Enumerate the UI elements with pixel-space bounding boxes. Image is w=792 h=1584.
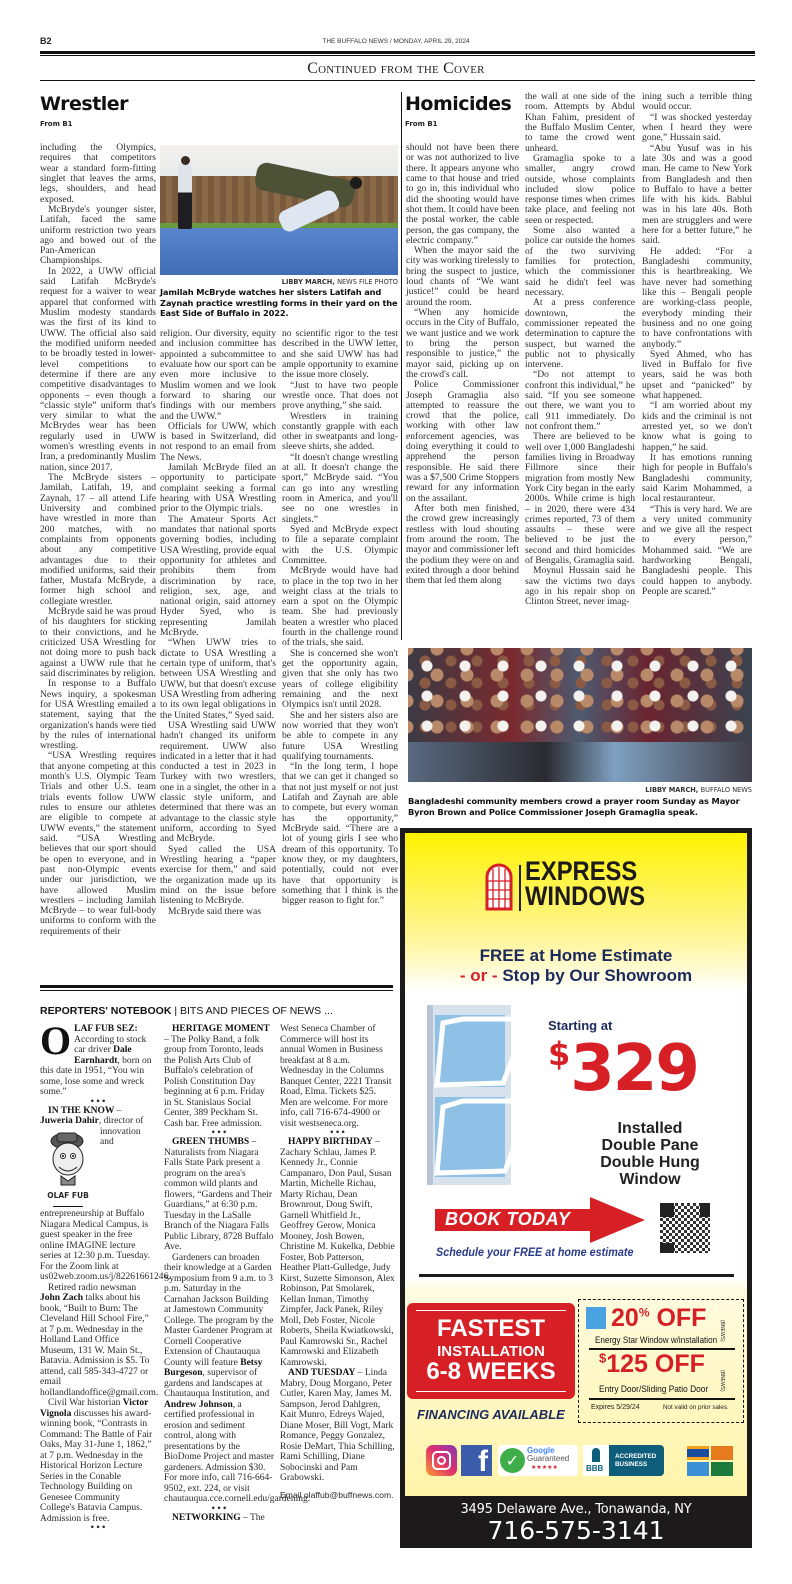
offer-line-2 [405,966,747,986]
coupon-code: (BNEWS) [719,1320,725,1342]
coupon2-amount: 125 OFF [606,1350,705,1378]
checkmark-icon: ✓ [500,1448,525,1473]
credit-name: LIBBY MARCH, [645,786,699,794]
homicides-photo [408,648,752,782]
ad-divider [419,1274,734,1277]
paragraph: Syed called the USA Wrestling hearing a “paper exercise for them,” and said the organization made up its mind on the issue before listening to McBryde. [160,843,276,907]
paragraph: “USA Wrestling requires that anyone competing at this month's U.S. Olympic Team Trials and other U.S. team trials events follow UWW rules to ensure our athletes are eligible to compete at UWW events,” the statement said. “USA Wrestling believes that our sport should be open to everyone, and in past non-Olympic events under our jurisdiction, we have allowed Muslim wrestlers – including Jamilah McBryde – to wear full-body uniforms to conform with the requirements of their [40,750,156,937]
coupon-not-valid: Not valid on prior sales. [663,1404,729,1411]
discover-card-icon [711,1446,733,1460]
paragraph [280,1368,395,1484]
paragraph [40,1282,159,1399]
notebook-column-1 [40,1018,171,1564]
paragraph: She and her sisters also are now worried that they won't be able to compete in any future USA Wrestling qualifying tournaments. [282,709,398,762]
bold-run: HERITAGE MOMENT [172,1024,270,1034]
starting-at: Starting at [548,1018,613,1033]
bold-run: John Zach [40,1293,84,1303]
paragraph [164,1252,311,1505]
homicides-headline: Homicides [405,93,512,115]
text-run: talks about his book, “Built to Burn: The Cleveland Hill School Fire,” at 7 p.m. Wednesday in the Holland Land Office Museum, 131 W. Main St., Batavia. Admission is $5. To attend, call 585-343-4727 or email hollandlandoffice@gmail.com. [40,1293,159,1398]
wrestler-photo [160,145,398,275]
brand-line-1: EXPRESS [525,856,638,886]
store-address: 3495 Delaware Ave., Tonawanda, NY [460,1502,692,1517]
paragraph: including the Olympics, requires that competitors wear a standard form-fitting singlet that leaves the arms, legs, shoulders, and head exposed. [40,142,156,205]
wrestler-jump: From B1 [40,120,73,128]
paragraph: She is concerned she won't get the opportunity again, given that she only has two years of college eligibility remaining and the next Olympics isn't until 2028. [282,647,398,711]
paragraph: “Do not attempt to confront this individual,” he said. “If you see someone out there, we want you to call 911 immediately. Do not confront them.” [525,369,635,432]
facebook-icon[interactable]: f [461,1445,492,1476]
masthead-rule-thick [40,51,755,54]
bold-run: Victor Vignola [40,1398,149,1419]
paragraph: the wall at one side of the room. Attempts by Abdul Khan Fahim, president of the Buffalo Muslim Center, to tame the crowd went unheard. [525,91,635,154]
masthead-rule-thin [40,55,755,56]
paragraph: religion. Our diversity, equity and inclusion committee has appointed a subcommittee to evaluate how our sport can be even more inclusive to Muslim women and we look forward to sharing our findings with our members and the UWW.” [160,328,276,422]
paragraph: Officials for UWW, which is based in Switzerland, did not respond to an email from The News. [160,420,276,463]
paragraph: Syed Ahmed, who has lived in Buffalo for five years, said he was both upset and “panicked” by what happened. [642,348,752,402]
olaf-fub-label: OLAF FUB [47,1191,89,1200]
paragraph: Wrestlers in training constantly grapple with each other in sweatpants and long-sleeve shirts, she added. [282,410,398,453]
text-run: Gardeners can broaden their knowledge at a Garden Symposium from 9 a.m. to 3 p.m. Saturday in the Carnahan Jackson Building at Jamestown Community College. The program by the Master Gardener Program at Cornell Cooperative Extension of Chautauqua County will feature [164,1252,274,1368]
paragraph: “I am worried about my kids and the criminal is not arrested yet, so we don't know what is going to happen,” he said. [642,400,752,453]
paragraph: In response to a Buffalo News inquiry, a spokesman for USA Wrestling emailed a statement, saying that the organization's hands were tied by the rules of international wrestling. [40,678,156,752]
paragraph: Jamilah McBryde filed an opportunity to participate complaint seeking a formal hearing with USA Wrestling prior to the Olympic trials. [160,462,276,515]
paragraph: It has emotions running high for people in Buffalo's Bangladeshi community, said Karim Mohammed, a local restauranteur. [642,451,752,505]
text-run: Civil War historian [48,1398,123,1408]
paragraph: Email olaffub@buffnews.com. [280,1489,394,1500]
amex-card-icon [687,1462,709,1476]
bold-run: NETWORKING [172,1512,241,1523]
express-windows-ad[interactable] [400,828,752,1548]
bold-run: Betsy Burgeson [164,1357,263,1378]
coupon-code: (BNEWS) [719,1370,725,1392]
fastest: FASTEST [436,1315,545,1342]
coupon1-pct: 20 [611,1304,639,1332]
paragraph: Gramaglia spoke to a smaller, angry crowd outside, whose complaints included slow police response times when crimes take place, and feeling not seen or respected. [525,152,635,226]
wrestler-photo-caption: Jamilah McBryde watches her sisters Latifah and Zaynah practice wrestling forms in their yard on the East Side of Buffalo in 2022. [160,287,398,318]
page-number: B2 [40,36,52,46]
mastercard-icon [711,1462,733,1476]
paragraph: Police Commissioner Joseph Gramaglia also attempted to reassure the crowd that the police, working with other law enforcement agencies, was doing everything it could to apprehend the person responsible. He said there was a $7,500 Crime Stoppers reward for any information on the assailant. [406,379,519,504]
coupon1-sup: % [638,1305,650,1320]
text-run: Retired radio newsman [48,1282,137,1293]
product-line: Double Pane [601,1137,699,1154]
text-run: – Linda Mabry, Doug Morgano, Peter Cutler, Karen May, James M. Sampson, Jerod Dahlgren, Kait Munro, Edreys Wajed, Diane Moser, Bill Vogt, Mark Romance, Peggy Gonzalez, Rosie DeMart, Thia Schilling, Rami Schilling, Diane Sobocinski and Pam Grabowski. [280,1368,395,1483]
double-hung-window-icon [423,1005,543,1185]
notebook-rule-thin [40,990,393,991]
bold-run: LAF FUB SEZ: [74,1024,138,1034]
bold-run: GREEN THUMBS [172,1137,250,1147]
text-run: – The [240,1512,265,1523]
text-run: – Naturalists from Niagara Falls State Park present a program on the area's common wild plants and flowers, “Gardens and Their Guardians,” at 6:30 p.m. Tuesday in the LaSalle Branch of the Niagara Falls Public Library, 8728 Buffalo Ave. [164,1137,274,1252]
offer-line-1: FREE at Home Estimate [479,946,673,965]
separator-dots: • • • [211,1128,227,1138]
paragraph [164,1513,274,1524]
offer-or: - or - [459,966,498,985]
installation: INSTALLATION [437,1343,545,1360]
cartoon-underline [53,1206,83,1207]
paragraph: After both men finished, the crowd grew increasingly restless with loud shouting from around the room. The mayor and commissioner left the podium they were on and exited through a door behind them that led them along [406,502,519,587]
coupon1-description: Energy Star Window w/installation [595,1335,718,1346]
brand-line-2: WINDOWS [525,881,646,911]
bold-run: HAPPY BIRTHDAY [288,1137,373,1147]
price [548,1029,698,1109]
product-line: Double Hung [600,1154,700,1171]
paragraph [40,1106,156,1127]
paragraph: innovation and entrepreneurship at Buffalo Niagara Medical Campus, is guest speaker in the free online IMAGINE lecture series at 12:30 p.m. Tuesday. For the Zoom link at us02web.zoom.us/j/82261661246. [40,1126,171,1282]
coupon-box[interactable] [578,1299,744,1423]
text-run: – Zachary Schlau, James P. Kennedy Jr., Connie Campanaro, Don Paul, Susan Martin, Michelle Richau, Marty Richau, Dean Brownrout, Doug Swift, Garnell Whitfield Jr., Geoffrey Gerow, Monica Mooney, Josh Bowen, Christine M. Kukelka, Debbie Foster, Bob Patterson, Heather Platt-Gulledge, Judy Kirst, Suzette Simonson, Alex Robinson, Pat Smolarek, Kellan Inman, Timothy Zimpfer, Jack Panek, Riley Moll, Deb Foster, Nicole Roberts, Sheila Kwiatkowski, Paul Kamrowski Sr., Rachel Kamrowski and Elizabeth Kamrowski. [280,1137,395,1368]
paragraph: The Amateur Sports Act mandates that national sports governing bodies, including USA Wrestling, provide equal opportunity for athletes and prohibits them from discrimination by race, religion, sex, age, and national origin, said attorney Hyder Syed, who is representing Jamilah McBryde. [160,513,276,639]
bbb-business: BUSINESS [615,1461,648,1468]
paragraph: Some also wanted a police car outside the homes of the two surviving families for protection, which the commissioner said he didn't feel was necessary. [525,225,635,298]
bold-run: Juweria Dahir [40,1116,99,1126]
homicides-photo-caption: Bangladeshi community members crowd a prayer room Sunday as Mayor Byron Brown and Police Commissioner Joseph Gramaglia speak. [408,796,740,817]
paragraph: The McBryde sisters – Jamilah, Latifah, 19, and Zaynah, 17 – all attend Life University and combined have wrestled in more than 200 matches, with no complaints from opponents about any competitive advantages due to their modified uniforms, said their father, Mustafa McBryde, a former high school and collegiate wrestler. [40,472,156,607]
paragraph: Moynul Hussain said he saw the victims two days ago in his repair shop on Clinton Street, never imag- [525,565,635,608]
coupon1-off: OFF [656,1304,707,1332]
paragraph: should not have been there or was not authorized to live there. It appears anyone who came to that house and tried to go in, this individual who did the shooting would have shot them. It could have been the postal worker, the cable person, the gas company, the electric company.” [406,142,519,246]
paragraph: “It doesn't change wrestling at all. It doesn't change the sport,” McBryde said. “You can go into any wrestling room in America, and you'll see no one wrestles in singlets.” [282,451,398,525]
column-divider [401,92,402,640]
bold-run: Dale Earnhardt [74,1045,132,1066]
google-stars: ★★★★★ [531,1464,558,1471]
paragraph: “In the long term, I hope that we can get it changed so that not just myself or not just Latifah and Zaynah are able to compete, but every woman has the opportunity,” McBryde said. “There are a lot of young girls I see who dream of this opportunity. To know they, or my daughters, potentially, could not ever have that opportunity is something that I think is the bigger reason to fight for.” [282,761,398,907]
paragraph: When the mayor said the city was working tirelessly to bring the suspect to justice, loud chants of “We want justice!” could be heard around the room. [406,245,519,308]
financing-available: FINANCING AVAILABLE [417,1407,565,1422]
homicides-jump: From B1 [405,120,438,128]
notebook-title: REPORTERS' NOTEBOOK [40,1005,172,1017]
coupon2-discount [599,1350,705,1379]
coupon-expires: Expires 5/29/24 [591,1404,640,1411]
paragraph: He added: “For a Bangladeshi community, this is heartbreaking. We have never had something like this – Bengali people are working-class people, everybody minding their business and no one going to have confrontations with anybody.” [642,245,752,350]
wrestler-column-3 [282,329,398,964]
paragraph: ining such a terrible thing would occur. [642,91,752,113]
qr-code[interactable] [658,1201,712,1255]
window-logo-icon [485,863,513,911]
offer-showroom: Stop by Our Showroom [502,966,693,985]
notebook-rule-thick [40,985,393,988]
homicides-photo-credit [408,786,752,794]
price-amount: 329 [570,1032,698,1106]
paragraph: McBryde said there was [168,905,261,917]
paragraph [164,1024,274,1129]
text-run: , supervisor of gardens and landscapes at Chautauqua Institution, and [164,1368,270,1399]
paragraph: USA Wrestling said UWW hadn't changed its uniform requirement. UWW also indicated in a letter that it had conducted a test in 2023 in Turkey with two wrestlers, one in a singlet, the other in a classic style uniform, and determined that there was an advantage to the classic style uniform, according to Syed and McBryde. [160,719,276,845]
paragraph: “When UWW tries to dictate to USA Wrestling a certain type of uniform, that's between USA Wrestling and UWW, but that doesn't excuse USA Wrestling from adhering to its own legal obligations in the United States,” Syed said. [160,637,276,721]
energy-star-icon [586,1307,606,1329]
notebook-column-3 [280,1024,395,1564]
notebook-header [40,1005,333,1017]
product-line: Window [619,1171,681,1188]
guaranteed-label: Guaranteed [527,1454,570,1463]
google-label: Google [527,1446,555,1455]
wrestler-column-2 [160,329,276,964]
paragraph: West Seneca Chamber of Commerce will host its annual Women in Business breakfast at 8 a.m. Wednesday in the Columns Banquet Center, 2221 Transit Road, Elma. Tickets $25. Men are welcome. For more info, call 716-674-4900 or visit westseneca.org. [280,1024,392,1129]
text-run: , director of [98,1116,144,1126]
credit-org: NEWS FILE PHOTO [337,278,398,286]
text-run: – The Polky Band, a folk group from Toronto, leads the Polish Arts Club of Buffalo's celebration of Polish Constitution Day beginning at 6 p.m. Friday in St. Stanislaus Social Center, 389 Peckham St. Cash bar. Free admission. [164,1034,265,1129]
paragraph: “Abu Yusuf was in his late 30s and was a good man. He came to New York from Bangladesh and then to Buffalo to have a better life with his kids. Bablul was in his late 40s. Both men are strugglers and were here for a better future,” he said. [642,142,752,247]
separator-dots: • • • [90,1096,106,1107]
coupon2-description: Entry Door/Sliding Patio Door [599,1384,709,1395]
bold-run: Andrew Johnson [164,1399,233,1410]
coupon1-discount [611,1304,706,1333]
paragraph: “When any homicide occurs in the City of Buffalo, we want justice and we work to bring the person responsible to justice,” the mayor said, picking up on the crowd's call. [406,307,519,380]
paragraph: Syed and McBryde expect to file a separate complaint with the U.S. Olympic Committee. [282,523,398,566]
text-run: , a certified professional in erosion and sediment control, along with presentations by the BioDome Project and master gardeners. Admission $30. For more info, call 716-664-9502, ext. 224, or visit chautauqua.cce.cornell.edu/gardening. [164,1399,311,1504]
visa-card-icon [687,1446,709,1460]
book-today-button[interactable]: BOOK TODAY [445,1209,571,1229]
homicides-column-2 [525,92,635,640]
paragraph [164,1137,274,1253]
logo-divider [519,865,521,911]
text-run: According to stock car driver [74,1034,147,1055]
folio: THE BUFFALO NEWS / MONDAY, APRIL 29, 2024 [322,38,470,45]
bold-run: AND TUESDAY [288,1368,356,1378]
weeks: 6-8 WEEKS [426,1358,556,1385]
credit-org: BUFFALO NEWS [700,786,752,794]
paragraph: In 2022, a UWW official said Latifah McBryde's request for a waiver to wear apparel that conformed with Muslim modesty standards was the first of its kind to UWW. The official also said the modified uniform needed to be broadly tested in lower-level competitions to determine if there are any competitive disadvantages to opponents – even though a “classic style” uniform that's very similar to what the McBrydes wear has been regularly used in UWW women's wrestling events in Iran, a predominantly Muslim nation, since 2017. [40,265,156,473]
bold-run: IN THE KNOW [48,1105,115,1116]
paragraph: no scientific rigor to the test described in the UWW letter, and she said UWW has had ample opportunity to examine the issue more closely. [282,328,398,381]
paragraph [280,1137,395,1368]
olaf-fub-cartoon [42,1129,94,1208]
paragraph: There are believed to be well over 1,000 Bangladeshi families living in Broadway Fillmore since their migration from mostly New York City began in the early 2000s. While crime is high – in 2020, there were 434 crimes reported, 73 of them assaults – these were believed to be just the second and third homicides of Bengalis, Gramaglia said. [525,431,635,567]
bbb-logo: BBB [586,1464,604,1473]
store-phone[interactable]: 716-575-3141 [487,1516,665,1545]
separator-dots: • • • [90,1523,106,1533]
drop-cap: O [40,1018,72,1063]
wrestler-headline: Wrestler [40,93,129,115]
olaf-fub-cartoon-icon [43,1129,93,1185]
separator-dots: • • • [211,1503,227,1514]
paragraph: McBryde would have had to place in the top two in her weight class at the trials to earn a spot on the Olympic team. She had previously beaten a wrestler who placed fourth in the challenge round of the trials, she said. [282,565,398,649]
fastest-installation-badge [407,1303,575,1399]
coupon2-sup: $ [599,1350,607,1366]
paragraph: “I was shocked yesterday when I heard they were gone,” Hussain said. [642,111,752,144]
schedule-estimate: Schedule your FREE at home estimate [436,1245,634,1259]
wrestler-column-1 [40,143,156,964]
paragraph: At a press conference downtown, the commissioner repeated the determination to capture the suspect, but warned the public not to physically intervene. [525,297,635,371]
paragraph: McBryde's younger sister, Latifah, faced the same uniform restriction two years ago and bowed out of the Pan-American Championships. [40,203,156,267]
product-line: Installed [617,1120,683,1137]
instagram-icon[interactable] [426,1445,457,1476]
text-run: discusses his award-winning book, “Contrasts in Command: The Battle of Fair Oaks, May 31-June 1, 1862,” at 7 p.m. Wednesday in the Historical Horizon Lecture Series in the Conable Technology Building on Genesee Community College's Batavia Campus. Admission is free. [40,1408,153,1524]
homicides-column-1 [406,143,519,640]
notebook-column-2 [164,1024,311,1564]
credit-name: LIBBY MARCH, [281,278,335,286]
wrestler-photo-credit [160,278,398,286]
price-symbol: $ [548,1035,571,1073]
homicides-column-3 [642,92,752,640]
text-run: , born on this date in 1951, “You win some, lose some and wreck some.” [40,1055,152,1097]
section-rule [40,80,755,81]
paragraph: McBryde said he was proud of his daughters for sticking to their convictions, and he criticized USA Wrestling for not doing more to push back against a UWW rule that he said discriminates by religion. [40,606,156,679]
separator-dots: • • • [330,1128,345,1138]
google-guaranteed-badge [498,1445,578,1476]
paragraph: “Just to have two people wrestle once. That does not prove anything,” she said. [282,379,398,412]
bbb-accredited-badge [583,1445,664,1476]
notebook-subtitle: | BITS AND PIECES OF NEWS ... [171,1005,333,1017]
bbb-accredited: ACCREDITED [615,1453,657,1460]
product-description [565,1120,735,1188]
paragraph [40,1398,156,1524]
text-run: – [114,1105,122,1116]
paragraph: “This is very hard. We are a very united community and we give all the respect to every person,” Mohammed said. “We are hardworking Bengali, Bangladeshi people. This could happen to anybody. People are scared.” [642,503,752,597]
section-title: Continued from the Cover [307,60,485,77]
